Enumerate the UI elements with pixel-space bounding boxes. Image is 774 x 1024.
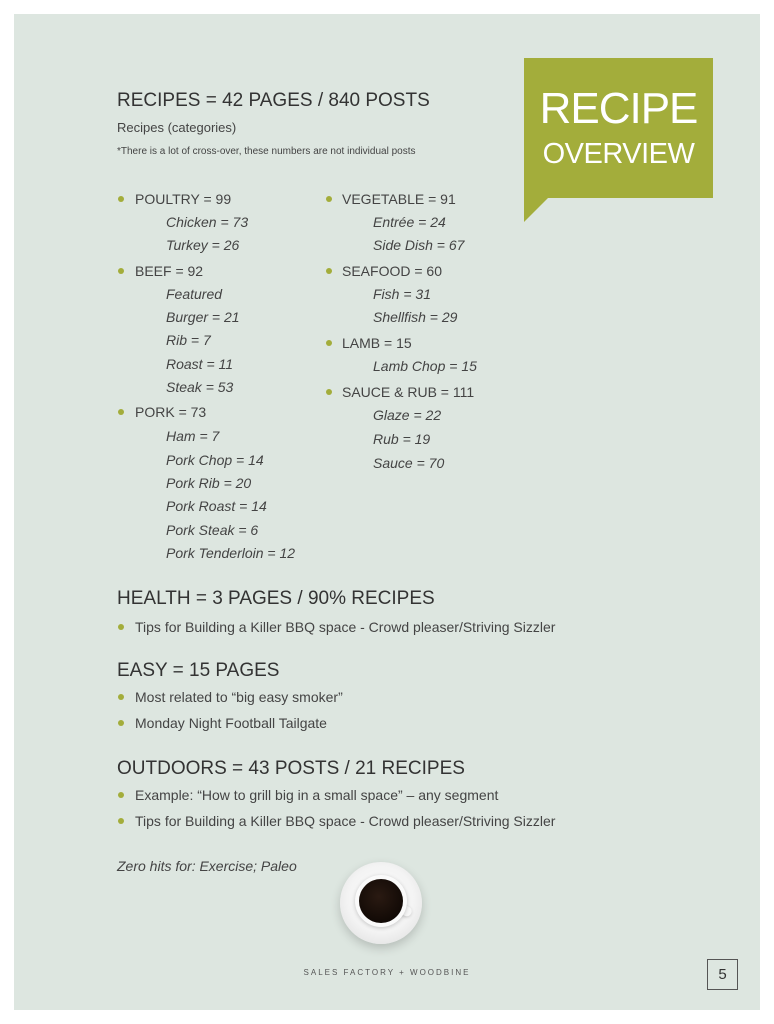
category-pork: PORK = 73	[135, 404, 207, 420]
subcategory-item: Chicken = 73	[166, 214, 249, 230]
subcategory-item: Rub = 19	[373, 431, 431, 447]
bullet-icon	[118, 409, 124, 415]
subcategory-item: Turkey = 26	[166, 237, 240, 253]
recipes-heading: RECIPES = 42 PAGES / 840 POSTS	[117, 90, 430, 111]
bullet-icon	[326, 196, 332, 202]
bullet-icon	[118, 624, 124, 630]
category-beef: BEEF = 92	[135, 263, 204, 279]
subcategory-item: Sauce = 70	[373, 455, 445, 471]
category-vegetable: VEGETABLE = 91	[342, 191, 456, 207]
callout-title-line2: OVERVIEW	[542, 138, 695, 170]
outdoors-heading: OUTDOORS = 43 POSTS / 21 RECIPES	[117, 758, 465, 779]
subcategory-item: Rib = 7	[166, 332, 211, 348]
subcategory-item: Pork Steak = 6	[166, 522, 259, 538]
outdoors-item: Example: “How to grill big in a small space” – any segment	[135, 787, 499, 803]
subcategory-item: Glaze = 22	[373, 407, 442, 423]
easy-heading: EASY = 15 PAGES	[117, 660, 280, 681]
recipes-subheading: Recipes (categories)	[117, 120, 237, 135]
category-sauce-rub: SAUCE & RUB = 111	[342, 384, 475, 400]
easy-item: Most related to “big easy smoker”	[135, 689, 343, 705]
page-number: 5	[707, 959, 738, 990]
subcategory-item: Side Dish = 67	[373, 237, 465, 253]
subcategory-item: Burger = 21	[166, 309, 240, 325]
callout-tail	[524, 196, 550, 222]
subcategory-item: Lamb Chop = 15	[373, 358, 477, 374]
subcategory-item: Fish = 31	[373, 286, 431, 302]
subcategory-item: Pork Tenderloin = 12	[166, 545, 296, 561]
subcategory-item: Pork Rib = 20	[166, 475, 252, 491]
health-heading: HEALTH = 3 PAGES / 90% RECIPES	[117, 588, 435, 609]
recipe-overview-callout	[524, 58, 713, 198]
zero-hits-note: Zero hits for: Exercise; Paleo	[117, 858, 297, 874]
subcategory-item: Entrée = 24	[373, 214, 446, 230]
subcategory-item: Shellfish = 29	[373, 309, 458, 325]
subcategory-item: Featured	[166, 286, 223, 302]
subcategory-item: Roast = 11	[166, 356, 234, 372]
category-seafood: SEAFOOD = 60	[342, 263, 442, 279]
health-item: Tips for Building a Killer BBQ space - Crowd pleaser/Striving Sizzler	[135, 619, 556, 635]
bullet-icon	[326, 389, 332, 395]
subcategory-item: Pork Roast = 14	[166, 498, 267, 514]
subcategory-item: Ham = 7	[166, 428, 220, 444]
bullet-icon	[118, 268, 124, 274]
recipes-note: *There is a lot of cross-over, these numbers are not individual posts	[117, 146, 416, 157]
bullet-icon	[326, 340, 332, 346]
coffee	[359, 879, 403, 923]
bullet-icon	[118, 694, 124, 700]
bullet-icon	[118, 196, 124, 202]
outdoors-item: Tips for Building a Killer BBQ space - Crowd pleaser/Striving Sizzler	[135, 813, 556, 829]
category-lamb: LAMB = 15	[342, 335, 412, 351]
callout-title-line1: RECIPE	[539, 84, 698, 133]
footer-brand: SALES FACTORY + WOODBINE	[303, 968, 471, 977]
bullet-icon	[118, 792, 124, 798]
bullet-icon	[326, 268, 332, 274]
subcategory-item: Steak = 53	[166, 379, 234, 395]
easy-item: Monday Night Football Tailgate	[135, 715, 327, 731]
subcategory-item: Pork Chop = 14	[166, 452, 264, 468]
bullet-icon	[118, 720, 124, 726]
bullet-icon	[118, 818, 124, 824]
category-poultry: POULTRY = 99	[135, 191, 232, 207]
